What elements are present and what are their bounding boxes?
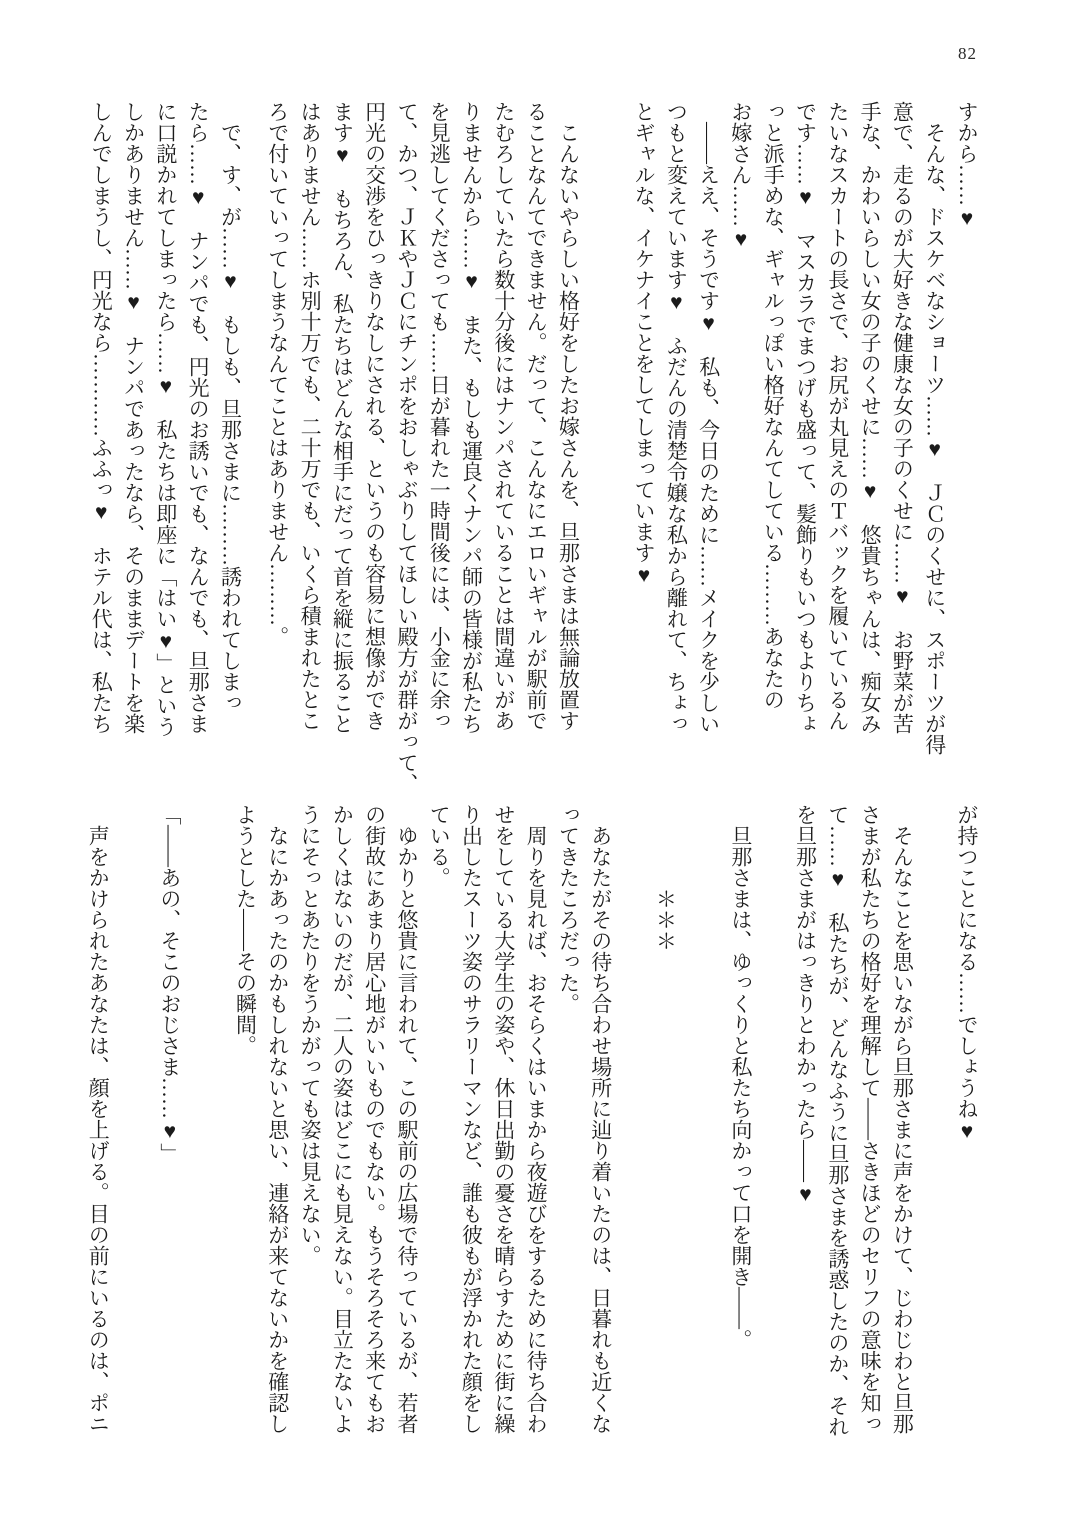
text-line: 意で、走るのが大好きな健康な女の子のくせに……♥ お野菜が苦 [890,101,915,734]
text-line: 周りを見れば、おそらくはいまから夜遊びをするために待ち合わ [524,804,549,1434]
text-line: すから……♥ [955,101,979,230]
text-line: が持つことになる……でしょうね♥ [955,804,979,1143]
dialogue-line: 「――あの、そこのおじさま……♥」 [157,804,182,1164]
section-separator: ＊＊＊ [653,804,678,951]
blank-line [918,804,950,1468]
blank-line [757,804,789,1468]
text-line: ってきたころだった。 [556,804,581,1014]
text-line: たら……♥ ナンパでも、円光のお誘いでも、なんでも、旦那さま [186,101,211,734]
text-line: 円光の交渉をひっきりなしにされる、というのも容易に想像ができ [362,101,387,731]
text-line: て……♥ 私たちが、どんなふうに旦那さまを誘惑したのか、それ [825,804,850,1437]
text-line: つもと変えています♥ ふだんの清楚令嬢な私から離れて、ちょっ [664,101,689,734]
text-line: を旦那さまがはっきりとわかったら――♥ [793,804,818,1206]
text-line: うにそっとあたりをうかがっても姿は見えない。 [298,804,323,1266]
blank-line [114,804,146,1468]
text-line: りませんから……♥ また、もしも運良くナンパ師の皆様が私たち [459,101,484,734]
text-line: たむろしていたら数十分後にはナンパされていることは間違いがあ [491,101,516,731]
text-line: っと派手めな、ギャルっぽい格好なんてしている………あなたの [761,101,786,710]
text-line: あなたがその待ち合わせ場所に辿り着いたのは、日暮れも近くな [588,804,613,1434]
text-line: そんなことを思いながら旦那さまに声をかけて、じわじわと旦那 [890,804,915,1434]
text-line: です……♥ マスカラでまつげも盛って、髪飾りもいつもよりちょ [793,101,818,734]
text-line: とギャルな、イケナイことをしてしまっています♥ [632,101,657,587]
text-line: しかありません……♥ ナンパであったなら、そのままデートを楽 [121,101,146,734]
text-line: ろで付いていってしまうなんてことはありません………。 [265,101,290,647]
text-line: さまが私たちの格好を理解して――さきほどのセリフの意味を知っ [858,804,883,1434]
text-line: に口説かれてしまったら……♥ 私たちは即座に「はい♥」という [153,101,178,737]
text-line: の街故にあまり居心地がいいものでもない。もうそろそろ来てもお [362,804,387,1434]
text-line: そんな、ドスケベなショーツ……♥ ＪＣのくせに、スポーツが得 [922,101,947,755]
text-line: を見逃してくださっても……日が暮れた一時間後には、小金に余っ [427,101,452,731]
text-line: で、す、が……♥ もしも、旦那さまに………誘われてしまっ [218,101,243,713]
text-line: り出したスーツ姿のサラリーマンなど、誰も彼もが浮かれた顔をし [459,804,484,1434]
blank-line [617,804,649,1468]
text-line: せをしている大学生の姿や、休日出勤の憂さを晴らすために街に繰 [491,804,516,1434]
text-line: 声をかけられたあなたは、顔を上げる。目の前にいるのは、ポニ [86,804,111,1434]
text-line: て、かつ、ＪＫやＪＣにチンポをおしゃぶりしてほしい殿方が群がって、 [394,101,419,794]
text-line: しんでしまうし、円光なら…………ふふっ♥ ホテル代は、私たち [89,101,114,734]
text-line: 旦那さまは、ゆっくりと私たち向かって口を開き――。 [728,804,753,1350]
blank-line [692,804,724,1468]
text-line: ゆかりと悠貴に言われて、この駅前の広場で待っているが、若者 [394,804,419,1434]
text-line: 手な、かわいらしい女の子のくせに……♥ 悠貴ちゃんは、痴女み [858,101,883,734]
upper-text-block [85,101,983,794]
page-number: 82 [958,44,977,63]
text-line: たいなスカートの長さで、お尻が丸見えのＴバックを履いているん [825,101,850,731]
blank-line [197,804,229,1468]
text-line: こんないやらしい格好をしたお嫁さんを、旦那さまは無論放置す [556,101,581,731]
text-line: かしくはないのだが、二人の姿はどこにも見えない。目立たないよ [330,804,355,1434]
text-line: ――ええ、そうです♥ 私も、今日のために……メイクを少しい [696,101,721,734]
lower-text-block [82,804,983,1468]
text-line: はありません……ホ別十万でも、二十万でも、いくら積まれたとこ [298,101,323,731]
text-line: ます♥ もちろん、私たちはどんな相手にだって首を縦に振ること [330,101,355,734]
text-line: お嫁さん……♥ [728,101,753,251]
text-line: ている。 [427,804,452,888]
text-line: ようとした――その瞬間。 [233,804,258,1056]
blank-line [595,101,627,765]
text-line: ることなんてできません。だって、こんなにエロいギャルが駅前で [524,101,549,731]
text-line: なにかあったのかもしれないと思い、連絡が来てないかを確認し [265,804,290,1434]
